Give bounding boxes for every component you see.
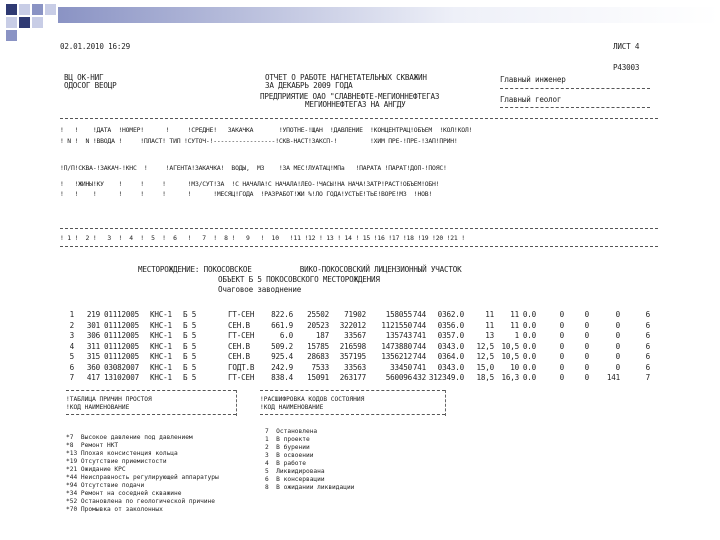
cell-n: 6 <box>69 362 74 372</box>
column-header-row-3: !П/П!СКВА-!ЗАКАЧ-!КНС ! !АГЕНТА!ЗАКАЧКА! ВОДЫ, МЗ !ЗА МЕС!ЛУАТАЦ!МПа !ПАРАТА !ПАРАТ!ДОП-!ПОЯС! <box>60 164 447 172</box>
cell-c14: 13 <box>485 331 494 340</box>
cell-avg: 6.0 <box>279 331 293 340</box>
cell-c17: 0 <box>559 320 564 330</box>
legend-item: *21 Ожидание КРС <box>66 466 126 473</box>
field-line-3: Очаговое заводнение <box>218 285 302 294</box>
cell-c21: 6 <box>645 341 650 351</box>
cell-c11: 744 <box>412 320 426 330</box>
cell-well: 315 <box>86 352 100 361</box>
chief-engineer-label: Главный инженер <box>500 75 566 84</box>
cell-plast: Б 5 <box>183 320 197 330</box>
report-title-2: ЗА ДЕКАБРЬ 2009 ГОДА <box>265 81 353 90</box>
cell-c19: 0 <box>615 310 620 319</box>
legend-item: 7 Остановлена <box>265 428 318 435</box>
cell-c12: 0 <box>437 331 442 340</box>
cell-agent: ГТ-СЕН <box>228 373 255 382</box>
cell-c11: 744 <box>412 341 426 351</box>
cell-c14: 11 <box>485 320 494 330</box>
report-title-1: ОТЧЕТ О РАБОТЕ НАГНЕТАТЕЛЬНЫХ СКВАЖИН <box>265 73 427 82</box>
chief-geologist-signature-line <box>500 107 650 108</box>
legend-item: *70 Промывка от заколонных <box>66 506 163 513</box>
cell-c18: 0 <box>584 362 589 372</box>
cell-c15: 11 <box>510 310 519 319</box>
legend-item: 5 Ликвидирована <box>265 468 325 475</box>
table-row <box>60 364 660 372</box>
cell-c18: 0 <box>584 320 589 330</box>
cell-agent: ГТ-СЕН <box>228 331 255 340</box>
cell-n: 1 <box>69 310 74 319</box>
cell-year: 33567 <box>344 331 366 340</box>
cell-kns: КНС-1 <box>150 320 172 330</box>
cell-c13: 356.0 <box>442 320 464 330</box>
cell-c13: 349.0 <box>442 373 464 382</box>
cell-date: 01112005 <box>104 341 139 351</box>
legend-item: *34 Ремонт на соседней скважине <box>66 490 182 497</box>
cell-well: 306 <box>86 331 100 340</box>
legend-item: 8 В ожидании ликвидации <box>265 484 355 491</box>
legend-right-title-1: !РАСШИФРОВКА КОДОВ СОСТОЯНИЯ <box>260 396 365 403</box>
cell-date: 03082007 <box>104 362 139 372</box>
cell-well: 360 <box>86 362 100 372</box>
cell-avg: 822.6 <box>271 310 293 319</box>
cell-c12: 0 <box>437 352 442 361</box>
cell-kns: КНС-1 <box>150 310 172 319</box>
legend-item: *13 Плохая консистенция кольца <box>66 450 178 457</box>
legend-left-title-2: !КОД НАИМЕНОВАНИЕ <box>66 404 130 411</box>
cell-c16: 0.0 <box>522 320 536 330</box>
legend-right-title-2: !КОД НАИМЕНОВАНИЕ <box>260 404 324 411</box>
legend-item: *8 Ремонт НКТ <box>66 442 119 449</box>
cell-c19: 0 <box>615 362 620 372</box>
cell-c15: 10,5 <box>501 341 519 351</box>
cell-c11: 744 <box>412 352 426 361</box>
cell-c16: 0.0 <box>522 331 536 340</box>
column-header-row-1: ! ! !ДАТА !НОМЕР! ! !СРЕДНЕ! ЗАКАЧКА !УПОТНЕ-!ЩАН !ДАВЛЕНИЕ !КОНЦЕНТРАЦ!ОБЪЕМ !КОЛ!КОЛ! <box>60 126 473 134</box>
cell-c18: 0 <box>584 331 589 340</box>
cell-c18: 0 <box>584 352 589 361</box>
column-number-row: ! 1 ! 2 ! 3 ! 4 ! 5 ! 6 ! 7 ! 8 ! 9 ! 10 !11 !12 ! 13 ! 14 ! 15 !16 !17 !18 !19 !20 !21 ! <box>60 234 465 242</box>
cell-c16: 0.0 <box>522 341 536 351</box>
deco-square-2 <box>19 4 30 15</box>
deco-square-1 <box>6 4 17 15</box>
cell-plast: Б 5 <box>183 341 197 351</box>
cell-year: 216598 <box>339 341 366 351</box>
cell-total: 1356212 <box>381 352 412 361</box>
cell-kns: КНС-1 <box>150 331 172 340</box>
cell-c21: 6 <box>645 352 650 361</box>
legend-right-right-border <box>445 390 446 416</box>
cell-total: 135743 <box>385 331 412 340</box>
cell-c11: 741 <box>412 331 426 340</box>
cell-year: 263177 <box>339 373 366 382</box>
cell-total: 158055 <box>385 310 412 319</box>
cell-plast: Б 5 <box>183 310 197 319</box>
cell-c16: 0.0 <box>522 352 536 361</box>
cell-date: 01112005 <box>104 331 139 340</box>
cell-c13: 343.0 <box>442 362 464 372</box>
cell-c14: 15,0 <box>476 362 494 372</box>
cell-c16: 0.0 <box>522 362 536 372</box>
cell-c17: 0 <box>559 341 564 351</box>
cell-well: 219 <box>86 310 100 319</box>
cell-c13: 357.0 <box>442 331 464 340</box>
deco-square-3 <box>32 4 43 15</box>
cell-month: 25502 <box>307 310 329 319</box>
cell-agent: СЕН.В <box>228 320 250 330</box>
cell-c16: 0.0 <box>522 310 536 319</box>
cell-c21: 7 <box>645 373 650 382</box>
cell-agent: ГОДТ.В <box>228 362 255 372</box>
top-gradient-band <box>58 7 720 23</box>
legend-right-title-rule <box>260 414 445 415</box>
cell-c18: 0 <box>584 341 589 351</box>
report-title-4: МЕГИОННЕФТЕГАЗ НА АНГДУ <box>305 100 406 109</box>
cell-c17: 0 <box>559 373 564 382</box>
cell-kns: КНС-1 <box>150 341 172 351</box>
cell-c19: 0 <box>615 341 620 351</box>
cell-c15: 11 <box>510 320 519 330</box>
cell-c19: 141 <box>606 373 620 382</box>
cell-c18: 0 <box>584 310 589 319</box>
cell-c16: 0.0 <box>522 373 536 382</box>
cell-c12: 0 <box>437 341 442 351</box>
cell-year: 71902 <box>344 310 366 319</box>
legend-item: 1 В проекте <box>265 436 310 443</box>
cell-well: 417 <box>86 373 100 382</box>
cell-c12: 0 <box>437 310 442 319</box>
legend-item: 3 В освоении <box>265 452 314 459</box>
cell-c17: 0 <box>559 362 564 372</box>
cell-c12: 0 <box>437 320 442 330</box>
cell-month: 28683 <box>307 352 329 361</box>
organization-line-1: ВЦ ОК-НИГ <box>64 73 104 82</box>
cell-c21: 6 <box>645 310 650 319</box>
cell-year: 322012 <box>339 320 366 330</box>
deco-square-5 <box>19 17 30 28</box>
report-page <box>60 38 660 540</box>
cell-c18: 0 <box>584 373 589 382</box>
cell-c11: 432 <box>412 373 426 382</box>
cell-c13: 364.0 <box>442 352 464 361</box>
cell-c13: 343.0 <box>442 341 464 351</box>
cell-month: 15785 <box>307 341 329 351</box>
cell-month: 20523 <box>307 320 329 330</box>
cell-c21: 6 <box>645 362 650 372</box>
legend-left-top-rule <box>66 390 236 391</box>
cell-kns: КНС-1 <box>150 352 172 361</box>
organization-line-2: ОДОСОГ ВЕОЦР <box>64 81 117 90</box>
cell-c15: 16,3 <box>501 373 519 382</box>
cell-year: 33563 <box>344 362 366 372</box>
table-row <box>60 311 660 319</box>
table-row <box>60 343 660 351</box>
cell-date: 01112005 <box>104 320 139 330</box>
deco-square-8 <box>32 17 43 28</box>
cell-n: 2 <box>69 320 74 330</box>
cell-c19: 0 <box>615 331 620 340</box>
cell-c14: 12,5 <box>476 352 494 361</box>
cell-avg: 838.4 <box>271 373 293 382</box>
column-header-row-4: ! !ЖИНЫ!КУ ! ! ! !МЗ/СУТ!ЗА !С НАЧАЛА!С НАЧАЛА!ЛЕО-!ЧАСЫ!НА НАЧА!ЗАТР!РАСТ!ОБЪЕМ!ОБН! <box>60 180 440 188</box>
cell-year: 357195 <box>339 352 366 361</box>
cell-n: 3 <box>69 331 74 340</box>
cell-avg: 242.9 <box>271 362 293 372</box>
sheet-number: ЛИСТ 4 <box>613 42 640 51</box>
table-row <box>60 374 660 382</box>
legend-left-right-border <box>236 390 237 416</box>
cell-month: 7533 <box>311 362 329 372</box>
column-header-row-5: ! ! ! ! ! ! ! !МЕСЯЦ!ГОДА !РАЗРАБОТ!ЖИ %!ЛО ГОДА!УСТЬЕ!ТЬЕ!ВОРЕ!М3 !НОВ! <box>60 190 433 198</box>
cell-kns: КНС-1 <box>150 362 172 372</box>
cell-kns: КНС-1 <box>150 373 172 382</box>
table-top-rule <box>60 118 658 119</box>
cell-avg: 509.2 <box>271 341 293 351</box>
cell-c11: 744 <box>412 310 426 319</box>
cell-date: 01112005 <box>104 310 139 319</box>
column-header-row-2: ! N ! N !ВВОДА ! !ПЛАСТ! ТИП !СУТОЧ-!-----------------!СКВ-НАСТ!ЗАКСП-! !ХИМ ПРЕ-!ПРЕ-!ЗАП!ПРИН! <box>60 137 458 145</box>
legend-left-title-rule <box>66 414 236 415</box>
field-line-2: ОБЪЕКТ Б 5 ПОКОСОВСКОГО МЕСТОРОЖДЕНИЯ <box>218 275 380 284</box>
legend-item: 2 В бурении <box>265 444 310 451</box>
cell-c12: 312 <box>428 373 442 382</box>
legend-item: *44 Неисправность регулирующей аппаратуры <box>66 474 219 481</box>
legend-item: *52 Остановлена по геологической причине <box>66 498 216 505</box>
report-code: Р43003 <box>613 63 640 72</box>
cell-total: 1473880 <box>381 341 412 351</box>
deco-square-7 <box>45 4 56 15</box>
cell-c15: 1 <box>514 331 519 340</box>
cell-agent: СЕН.В <box>228 352 250 361</box>
cell-c17: 0 <box>559 310 564 319</box>
column-number-bottom-rule <box>60 246 658 247</box>
cell-well: 311 <box>86 341 100 351</box>
legend-item: *19 Отсутствие приемистости <box>66 458 167 465</box>
field-line-1: МЕСТОРОЖДЕНИЕ: ПОКОСОВСКОЕ ВИКО-ПОКОСОВСКИЙ ЛИЦЕНЗИОННЫЙ УЧАСТОК <box>138 265 462 274</box>
cell-c17: 0 <box>559 331 564 340</box>
cell-c14: 18,5 <box>476 373 494 382</box>
legend-left-title-1: !ТАБЛИЦА ПРИЧИН ПРОСТОЯ <box>66 396 152 403</box>
report-datetime: 02.01.2010 16:29 <box>60 42 130 51</box>
cell-well: 301 <box>86 320 100 330</box>
cell-agent: СЕН.В <box>228 341 250 351</box>
legend-item: 6 В консервации <box>265 476 325 483</box>
cell-avg: 925.4 <box>271 352 293 361</box>
cell-c14: 12,5 <box>476 341 494 351</box>
table-row <box>60 353 660 361</box>
cell-c11: 741 <box>412 362 426 372</box>
cell-c21: 6 <box>645 320 650 330</box>
cell-c19: 0 <box>615 320 620 330</box>
cell-date: 13102007 <box>104 373 139 382</box>
cell-month: 15091 <box>307 373 329 382</box>
deco-square-4 <box>6 17 17 28</box>
report-title-3: ПРЕДПРИЯТИЕ ОАО "СЛАВНЕФТЕ-МЕГИОННЕФТЕГАЗ <box>260 92 440 101</box>
deco-square-6 <box>6 30 17 41</box>
cell-agent: ГТ-СЕН <box>228 310 255 319</box>
table-row <box>60 332 660 340</box>
chief-engineer-signature-line <box>500 88 650 89</box>
chief-geologist-label: Главный геолог <box>500 95 562 104</box>
cell-month: 187 <box>315 331 329 340</box>
cell-c21: 6 <box>645 331 650 340</box>
cell-c17: 0 <box>559 352 564 361</box>
cell-c15: 10,5 <box>501 352 519 361</box>
cell-c19: 0 <box>615 352 620 361</box>
cell-plast: Б 5 <box>183 331 197 340</box>
cell-plast: Б 5 <box>183 362 197 372</box>
cell-n: 4 <box>69 341 74 351</box>
cell-plast: Б 5 <box>183 373 197 382</box>
legend-item: *94 Отсутствие подачи <box>66 482 145 489</box>
cell-c14: 11 <box>485 310 494 319</box>
legend-item: *7 Высокое давление под давлением <box>66 434 193 441</box>
legend-right-top-rule <box>260 390 445 391</box>
cell-c13: 362.0 <box>442 310 464 319</box>
cell-date: 01112005 <box>104 352 139 361</box>
cell-avg: 661.9 <box>271 320 293 330</box>
cell-c15: 10 <box>510 362 519 372</box>
legend-item: 4 В работе <box>265 460 306 467</box>
table-row <box>60 322 660 330</box>
cell-plast: Б 5 <box>183 352 197 361</box>
cell-n: 5 <box>69 352 74 361</box>
column-number-top-rule <box>60 228 658 229</box>
cell-total: 560096 <box>385 373 412 382</box>
cell-total: 33450 <box>390 362 412 372</box>
cell-total: 1121550 <box>381 320 412 330</box>
cell-n: 7 <box>69 373 74 382</box>
cell-c12: 0 <box>437 362 442 372</box>
